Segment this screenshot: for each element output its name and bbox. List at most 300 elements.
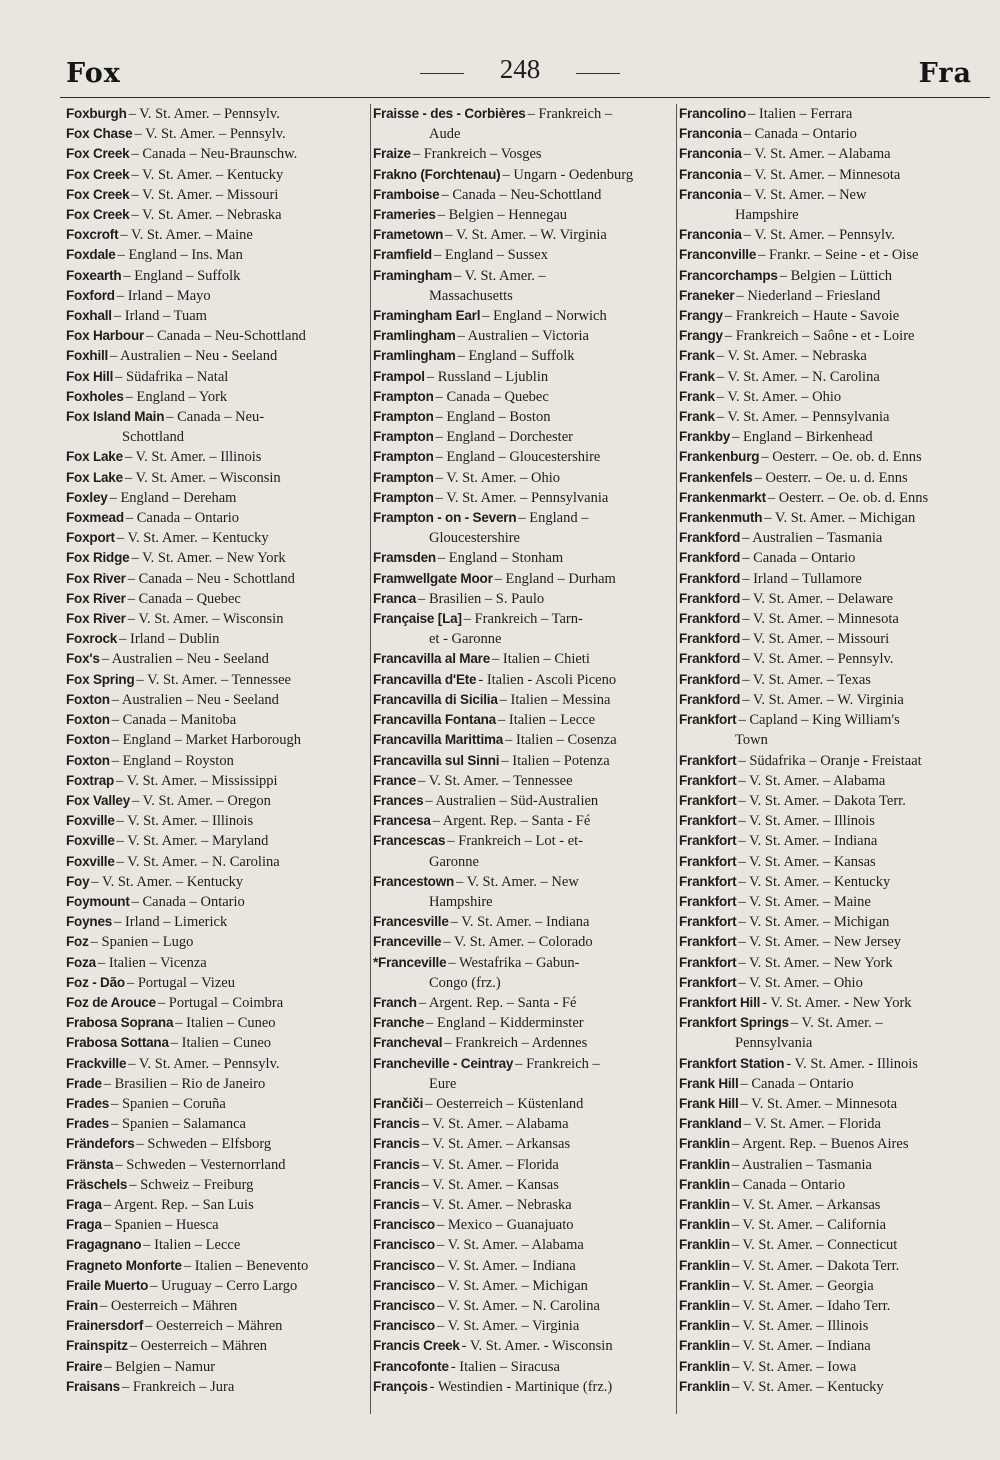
entry-name: Frainspitz bbox=[66, 1338, 128, 1354]
entry-row bbox=[373, 225, 673, 245]
entry-name: Foxville bbox=[66, 833, 115, 849]
entry-name: Framboise bbox=[373, 186, 440, 202]
entry-row bbox=[373, 326, 673, 346]
entry-name: Foxton bbox=[66, 752, 110, 768]
entry-location: – Italien – Lecce bbox=[498, 712, 596, 729]
entry-row bbox=[373, 407, 673, 427]
entry-location: - Italien – Siracusa bbox=[450, 1358, 560, 1375]
entry-name: Frank bbox=[679, 388, 715, 404]
entry-row bbox=[66, 286, 362, 306]
entry-name: Francavilla al Mare bbox=[373, 651, 491, 667]
entry-name: Framlingham bbox=[373, 328, 456, 344]
entry-name: Frankfort bbox=[679, 712, 737, 728]
entry-name: Fragagnano bbox=[66, 1237, 142, 1253]
entry-location: – V. St. Amer. – Connecticut bbox=[731, 1237, 898, 1254]
entry-location: – Italien – Potenza bbox=[501, 752, 610, 769]
entry-row bbox=[679, 1377, 979, 1397]
entry-location: – Argent. Rep. – San Luis bbox=[103, 1196, 254, 1213]
entry-location: – V. St. Amer. – Kentucky bbox=[731, 1378, 884, 1395]
entry-name: Frampton bbox=[373, 429, 434, 445]
entry-row bbox=[679, 326, 979, 346]
entry-location: – Frankreich – Tarn- bbox=[463, 611, 583, 628]
entry-name: Francavilla d'Ete bbox=[373, 671, 477, 687]
entry-location: – England – Durham bbox=[494, 570, 616, 587]
entry-name: Francestown bbox=[373, 873, 455, 889]
entry-location: – England – Royston bbox=[111, 752, 234, 769]
entry-row bbox=[66, 831, 362, 851]
entry-row bbox=[373, 205, 673, 225]
entry-name: Fox Creek bbox=[66, 207, 130, 223]
entry-name: Fox Island Main bbox=[66, 409, 165, 425]
entry-name: Franeker bbox=[679, 287, 735, 303]
entry-row bbox=[373, 468, 673, 488]
entry-location: – V. St. Amer. – Pennsylv. bbox=[134, 126, 286, 143]
entry-row bbox=[373, 346, 673, 366]
entry-location: – Canada – Quebec bbox=[435, 388, 549, 405]
entry-row bbox=[66, 730, 362, 750]
entry-row bbox=[373, 1215, 673, 1235]
entry-name: Framfield bbox=[373, 247, 432, 263]
entry-location: – V. St. Amer. – Minnesota bbox=[743, 166, 901, 183]
entry-name: Franconia bbox=[679, 227, 742, 243]
entry-name: Franconia bbox=[679, 166, 742, 182]
entry-location: – Argent. Rep. – Santa - Fé bbox=[418, 994, 577, 1011]
entry-name: Frankford bbox=[679, 651, 741, 667]
entry-row bbox=[66, 629, 362, 649]
entry-location: – V. St. Amer. – Arkansas bbox=[731, 1196, 881, 1213]
entry-name: Francisco bbox=[373, 1318, 435, 1334]
entry-name: Foxdale bbox=[66, 247, 116, 263]
entry-row bbox=[679, 266, 979, 286]
entry-name: Fox Creek bbox=[66, 146, 130, 162]
entry-location: – V. St. Amer. – bbox=[790, 1015, 883, 1032]
entry-location: – V. St. Amer. – Missouri bbox=[742, 631, 890, 648]
entry-name: Fox Lake bbox=[66, 469, 123, 485]
entry-row bbox=[679, 387, 979, 407]
entry-location: – V. St. Amer. – Tennessee bbox=[136, 671, 291, 688]
entry-continuation: et - Garonne bbox=[429, 631, 502, 648]
entry-name: Fraisans bbox=[66, 1378, 120, 1394]
entry-name: Foxville bbox=[66, 853, 115, 869]
entry-name: Frain bbox=[66, 1297, 99, 1313]
page-number: 248 bbox=[430, 54, 610, 85]
entry-location: – V. St. Amer. – N. Carolina bbox=[436, 1297, 600, 1314]
entry-row bbox=[373, 387, 673, 407]
entry-row bbox=[66, 387, 362, 407]
entry-name: Foxhill bbox=[66, 348, 109, 364]
entry-name: Fox Spring bbox=[66, 671, 135, 687]
entry-name: Frankby bbox=[679, 429, 731, 445]
entry-location: – Brasilien – S. Paulo bbox=[418, 590, 545, 607]
entry-row bbox=[66, 205, 362, 225]
entry-row bbox=[66, 1134, 362, 1154]
entry-row bbox=[373, 1114, 673, 1134]
entry-location: – Italien – Lecce bbox=[143, 1237, 241, 1254]
entry-row bbox=[66, 1377, 362, 1397]
entry-row bbox=[66, 1195, 362, 1215]
entry-continuation: Eure bbox=[429, 1075, 457, 1092]
entry-row bbox=[679, 1094, 979, 1114]
entry-name: Franconville bbox=[679, 247, 757, 263]
entry-location: – V. St. Amer. – Florida bbox=[421, 1156, 559, 1173]
entry-name: Franklin bbox=[679, 1156, 730, 1172]
entry-row bbox=[679, 670, 979, 690]
entry-row bbox=[373, 609, 673, 649]
entry-row bbox=[373, 447, 673, 467]
entry-location: – Irland – Tuam bbox=[113, 308, 207, 325]
entry-location: – V. St. Amer. – Ohio bbox=[435, 469, 561, 486]
entry-name: Francisco bbox=[373, 1217, 435, 1233]
entry-row bbox=[66, 1256, 362, 1276]
entry-row bbox=[373, 144, 673, 164]
entry-location: – V. St. Amer. – Minnesota bbox=[740, 1095, 898, 1112]
entry-name: Franceville bbox=[373, 934, 442, 950]
entry-name: Foza bbox=[66, 954, 96, 970]
entry-row bbox=[373, 1094, 673, 1114]
entry-location: – England – Sussex bbox=[433, 247, 548, 264]
entry-location: – Südafrika – Oranje - Freistaat bbox=[738, 752, 922, 769]
entry-location: - V. St. Amer. - Wisconsin bbox=[461, 1338, 613, 1355]
entry-row bbox=[66, 266, 362, 286]
entry-row bbox=[373, 1276, 673, 1296]
entry-row bbox=[373, 1296, 673, 1316]
entry-continuation: Garonne bbox=[429, 853, 479, 870]
entry-location: – V. St. Amer. – Kentucky bbox=[116, 530, 269, 547]
entry-name: Frankfort bbox=[679, 954, 737, 970]
entry-row bbox=[373, 932, 673, 952]
entry-name: Frankfort Station bbox=[679, 1055, 785, 1071]
entry-name: Frankford bbox=[679, 691, 741, 707]
entry-name: Foxville bbox=[66, 813, 115, 829]
entry-name: Franklin bbox=[679, 1237, 730, 1253]
entry-name: Frampton bbox=[373, 469, 434, 485]
entry-row bbox=[66, 1074, 362, 1094]
entry-row bbox=[679, 1296, 979, 1316]
entry-location: – V. St. Amer. – Maine bbox=[738, 893, 871, 910]
entry-location: – Niederland – Friesland bbox=[736, 287, 881, 304]
entry-name: Frank Hill bbox=[679, 1095, 739, 1111]
entry-row bbox=[679, 427, 979, 447]
entry-location: – V. St. Amer. – California bbox=[731, 1217, 887, 1234]
entry-location: – England – Suffolk bbox=[457, 348, 575, 365]
entry-name: Frankfort bbox=[679, 974, 737, 990]
entry-location: – Frankreich – bbox=[527, 106, 613, 122]
entry-row bbox=[66, 468, 362, 488]
entry-continuation: Congo (frz.) bbox=[429, 974, 501, 991]
entry-location: – V. St. Amer. – Colorado bbox=[443, 934, 593, 951]
entry-location: – V. St. Amer. – Indiana bbox=[450, 914, 590, 931]
entry-location: – V. St. Amer. – Maine bbox=[120, 227, 253, 244]
entry-location: – England – bbox=[518, 510, 589, 527]
entry-name: Frades bbox=[66, 1095, 110, 1111]
entry-name: Franche bbox=[373, 1015, 425, 1031]
entry-location: – Schweden – Elfsborg bbox=[136, 1136, 272, 1153]
entry-location: – Canada – Neu-Schottland bbox=[441, 186, 602, 203]
entry-name: Frainersdorf bbox=[66, 1318, 144, 1334]
entry-location: – Canada – Ontario bbox=[742, 550, 856, 567]
entry-name: Foxport bbox=[66, 530, 115, 546]
entry-row bbox=[373, 165, 673, 185]
entry-row bbox=[373, 589, 673, 609]
entry-name: Fox Lake bbox=[66, 449, 123, 465]
entry-location: – V. St. Amer. – Michigan bbox=[436, 1277, 588, 1294]
entry-name: Framwellgate Moor bbox=[373, 570, 493, 586]
entry-location: – Schweden – Vesternorrland bbox=[115, 1156, 286, 1173]
entry-location: – England – Stonham bbox=[437, 550, 564, 567]
entry-name: Franklin bbox=[679, 1257, 730, 1273]
entry-row bbox=[373, 1256, 673, 1276]
entry-location: – V. St. Amer. – Illinois bbox=[731, 1318, 869, 1335]
entry-row bbox=[66, 892, 362, 912]
entry-row bbox=[679, 1054, 979, 1074]
entry-name: Foxton bbox=[66, 732, 110, 748]
entry-location: – V. St. Amer. – Oregon bbox=[132, 792, 271, 809]
entry-row bbox=[66, 306, 362, 326]
entry-location: – Oesterreich – Küstenland bbox=[425, 1095, 584, 1112]
entry-row bbox=[373, 912, 673, 932]
entry-name: Franklin bbox=[679, 1217, 730, 1233]
header-first-entry: Fox bbox=[66, 58, 121, 89]
entry-name: Foxmead bbox=[66, 510, 124, 526]
entry-name: Fox Harbour bbox=[66, 328, 145, 344]
entry-row bbox=[66, 973, 362, 993]
entry-location: – V. St. Amer. – Michigan bbox=[738, 914, 890, 931]
entry-location: – Spanien – Coruña bbox=[111, 1095, 226, 1112]
entry-row bbox=[66, 548, 362, 568]
entry-name: Frankfort bbox=[679, 914, 737, 930]
entry-name: Frankfort bbox=[679, 772, 737, 788]
entry-name: Foxtrap bbox=[66, 772, 115, 788]
entry-location: – V. St. Amer. – Pennsylvania bbox=[716, 409, 890, 426]
entry-name: Franch bbox=[373, 994, 417, 1010]
entry-location: – V. St. Amer. – Minnesota bbox=[742, 611, 899, 628]
entry-row bbox=[679, 973, 979, 993]
entry-row bbox=[66, 326, 362, 346]
entry-row bbox=[66, 569, 362, 589]
entry-name: Frankfort Springs bbox=[679, 1015, 789, 1031]
entry-name: Framlingham bbox=[373, 348, 456, 364]
entry-row bbox=[373, 1377, 673, 1397]
entry-location: – England – Birkenhead bbox=[732, 429, 873, 446]
entry-location: – Spanien – Lugo bbox=[90, 934, 194, 951]
entry-location: - Italien - Ascoli Piceno bbox=[478, 671, 617, 688]
entry-name: Fox River bbox=[66, 611, 126, 627]
entry-location: – Australien – Neu - Seeland bbox=[101, 651, 269, 668]
entry-name: Française [La] bbox=[373, 611, 462, 627]
entry-row bbox=[373, 488, 673, 508]
entry-row bbox=[373, 1175, 673, 1195]
entry-row bbox=[373, 771, 673, 791]
entry-row bbox=[373, 649, 673, 669]
entry-row bbox=[679, 468, 979, 488]
entry-location: – V. St. Amer. – Texas bbox=[742, 671, 871, 688]
entry-continuation: Hampshire bbox=[429, 893, 493, 910]
entry-name: Frankford bbox=[679, 590, 741, 606]
entry-location: – Australien – Victoria bbox=[457, 328, 589, 345]
entry-location: – Canada – Ontario bbox=[731, 1176, 846, 1193]
entry-name: Frametown bbox=[373, 227, 444, 243]
entry-row bbox=[373, 811, 673, 831]
entry-location: – England – Dorchester bbox=[435, 429, 573, 446]
entry-name: Fox Valley bbox=[66, 792, 131, 808]
entry-location: – Italien – Cosenza bbox=[505, 732, 617, 749]
entry-location: – Italien – Ferrara bbox=[748, 106, 853, 122]
entry-location: – Mexico – Guanajuato bbox=[436, 1217, 574, 1234]
entry-row bbox=[679, 791, 979, 811]
entry-name: Foxholes bbox=[66, 388, 124, 404]
entry-name: Francheville - Ceintray bbox=[373, 1055, 514, 1071]
entry-row bbox=[373, 1235, 673, 1255]
entry-row bbox=[679, 852, 979, 872]
entry-location: – Irland – Limerick bbox=[114, 914, 228, 931]
entry-name: Foxton bbox=[66, 691, 110, 707]
entry-location: – Belgien – Lüttich bbox=[779, 267, 893, 284]
entry-name: Frampol bbox=[373, 368, 425, 384]
entry-location: – Spanien – Salamanca bbox=[111, 1116, 246, 1133]
entry-name: Franklin bbox=[679, 1358, 730, 1374]
entry-location: – Südafrika – Natal bbox=[115, 368, 229, 385]
entry-row bbox=[679, 1074, 979, 1094]
entry-name: Francavilla Fontana bbox=[373, 712, 496, 728]
entry-location: – Schweiz – Freiburg bbox=[129, 1176, 254, 1193]
entry-name: Foymount bbox=[66, 893, 130, 909]
entry-location: – V. St. Amer. – New Jersey bbox=[738, 934, 902, 951]
entry-location: – V. St. Amer. – New bbox=[456, 873, 579, 890]
entry-location: – England – Suffolk bbox=[123, 267, 241, 284]
entry-row bbox=[66, 953, 362, 973]
entry-row bbox=[679, 548, 979, 568]
entry-name: Frangy bbox=[679, 308, 723, 324]
entry-location: – V. St. Amer. – Alabama bbox=[421, 1116, 569, 1133]
entry-location: – V. St. Amer. – Ohio bbox=[716, 388, 842, 405]
entry-name: Framingham bbox=[373, 267, 453, 283]
entry-name: Frankenmarkt bbox=[679, 489, 766, 505]
entry-row bbox=[66, 1296, 362, 1316]
column-3 bbox=[676, 104, 979, 1414]
entry-name: Foz - Dão bbox=[66, 974, 125, 990]
entry-row bbox=[679, 306, 979, 326]
entry-location: – V. St. Amer. – New York bbox=[131, 550, 286, 567]
entry-row bbox=[373, 730, 673, 750]
entry-row bbox=[679, 912, 979, 932]
entry-row bbox=[373, 1054, 673, 1094]
entry-name: Frankfort bbox=[679, 833, 737, 849]
entry-row bbox=[373, 245, 673, 265]
entry-location: – Frankreich – Ardennes bbox=[444, 1035, 588, 1052]
entry-row bbox=[66, 791, 362, 811]
entry-row bbox=[373, 1134, 673, 1154]
entry-location: – Irland – Mayo bbox=[116, 287, 211, 304]
entry-row bbox=[679, 690, 979, 710]
entry-location: – England – Boston bbox=[435, 409, 551, 426]
entry-name: Foy bbox=[66, 873, 90, 889]
entry-name: Franklin bbox=[679, 1338, 730, 1354]
entry-location: – V. St. Amer. – Wisconsin bbox=[127, 611, 284, 628]
entry-row bbox=[373, 1155, 673, 1175]
entry-location: – V. St. Amer. – N. Carolina bbox=[116, 853, 280, 870]
entry-row bbox=[66, 488, 362, 508]
entry-name: Frankfort Hill bbox=[679, 994, 761, 1010]
entry-location: – V. St. Amer. – Indiana bbox=[731, 1338, 871, 1355]
entry-name: Frank Hill bbox=[679, 1075, 739, 1091]
entry-row bbox=[679, 1276, 979, 1296]
entry-location: – V. St. Amer. – Michigan bbox=[764, 510, 916, 527]
entry-row bbox=[66, 528, 362, 548]
entry-name: Frändefors bbox=[66, 1136, 135, 1152]
entry-location: – V. St. Amer. – Illinois bbox=[116, 813, 254, 830]
entry-name: Frades bbox=[66, 1116, 110, 1132]
entry-name: Francavilla Marittima bbox=[373, 732, 504, 748]
entry-name: Francavilla di Sicilia bbox=[373, 691, 498, 707]
entry-location: – Oesterr. – Oe. ob. d. Enns bbox=[767, 489, 929, 506]
entry-name: Fraga bbox=[66, 1196, 102, 1212]
entry-location: – Australien – Neu - Seeland bbox=[110, 348, 278, 365]
entry-location: – V. St. Amer. – Dakota Terr. bbox=[738, 792, 906, 809]
entry-location: – Spanien – Huesca bbox=[103, 1217, 219, 1234]
entry-row bbox=[373, 1357, 673, 1377]
entry-name: Foxcroft bbox=[66, 227, 119, 243]
entry-row bbox=[679, 811, 979, 831]
entry-name: Foxburgh bbox=[66, 106, 127, 121]
entry-name: Foxearth bbox=[66, 267, 122, 283]
entry-row bbox=[66, 1114, 362, 1134]
entry-row bbox=[679, 346, 979, 366]
entry-name: Frankford bbox=[679, 631, 741, 647]
entry-row bbox=[66, 852, 362, 872]
entry-row bbox=[373, 670, 673, 690]
entry-row bbox=[679, 629, 979, 649]
entry-name: Foynes bbox=[66, 914, 113, 930]
entry-row bbox=[66, 872, 362, 892]
entry-name: Frankfort bbox=[679, 873, 737, 889]
entry-location: – V. St. Amer. – Maryland bbox=[116, 833, 269, 850]
entry-row bbox=[66, 1276, 362, 1296]
entry-location: – Canada – Neu - Schottland bbox=[127, 570, 295, 587]
entry-location: – V. St. Amer. – bbox=[454, 267, 546, 284]
entry-row bbox=[679, 649, 979, 669]
entry-row bbox=[679, 1336, 979, 1356]
entry-row bbox=[679, 104, 979, 124]
entry-continuation: Massachusetts bbox=[429, 287, 513, 304]
header-rule bbox=[60, 97, 990, 98]
entry-row bbox=[679, 225, 979, 245]
entry-row bbox=[679, 1134, 979, 1154]
entry-location: – Frankreich – Jura bbox=[121, 1378, 235, 1395]
entry-row bbox=[66, 649, 362, 669]
entry-row bbox=[66, 508, 362, 528]
entry-name: Francheval bbox=[373, 1035, 443, 1051]
entry-name: Framingham Earl bbox=[373, 308, 481, 324]
entry-name: Franklin bbox=[679, 1136, 730, 1152]
entry-row bbox=[373, 751, 673, 771]
entry-location: – Irland – Tullamore bbox=[742, 570, 862, 587]
entry-row bbox=[373, 831, 673, 871]
entry-location: – Italien – Vicenza bbox=[97, 954, 207, 971]
entry-row bbox=[679, 1215, 979, 1235]
entry-name: Fraga bbox=[66, 1217, 102, 1233]
entry-name: Foxton bbox=[66, 712, 110, 728]
entry-name: Fraile Muerto bbox=[66, 1277, 149, 1293]
entry-location: – Russland – Ljublin bbox=[426, 368, 549, 385]
entry-name: Frank bbox=[679, 348, 715, 364]
entry-location: – Australien – Süd-Australien bbox=[425, 792, 599, 809]
entry-location: – V. St. Amer. – Alabama bbox=[436, 1237, 584, 1254]
entry-name: Francesville bbox=[373, 914, 449, 930]
entry-row bbox=[679, 508, 979, 528]
entry-name: Franklin bbox=[679, 1277, 730, 1293]
page-header bbox=[0, 52, 1000, 92]
entry-row bbox=[373, 791, 673, 811]
